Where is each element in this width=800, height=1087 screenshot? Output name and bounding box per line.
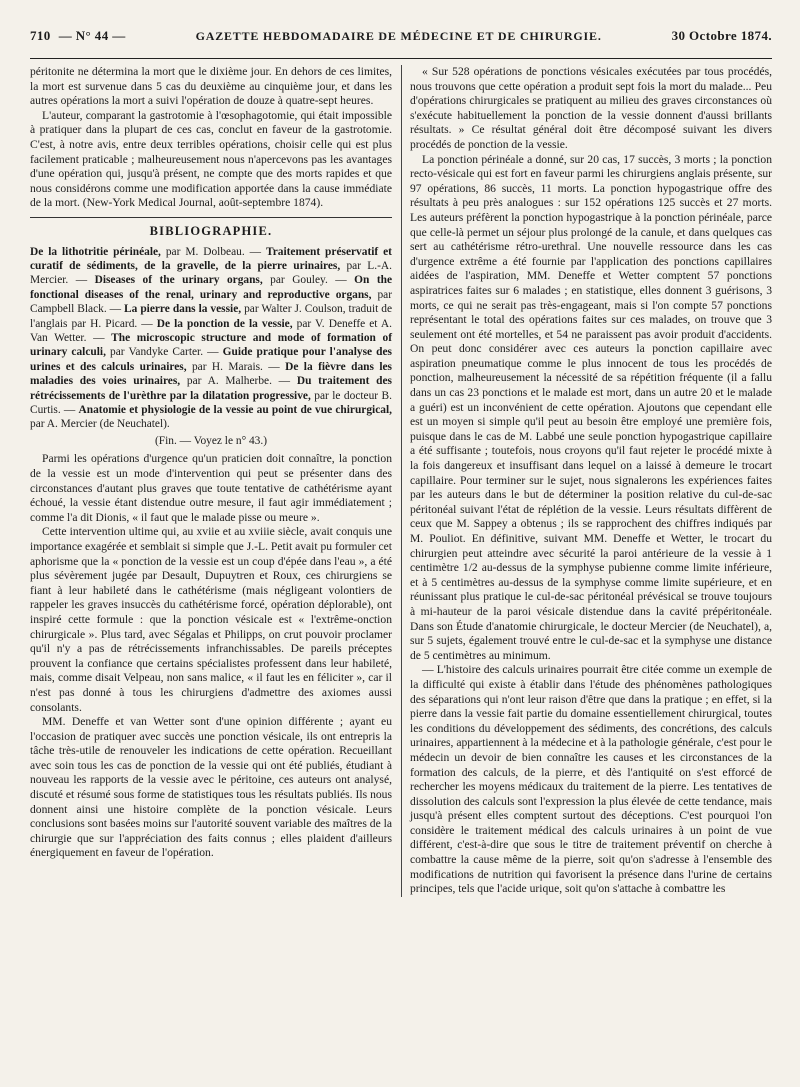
biblio-author-11: par A. Mercier (de Neuchatel). [30, 418, 170, 431]
left-paragraph-1: péritonite ne détermina la mort que le dixième jour. En dehors de ces limites, la mort est survenue dans 5 cas du deuxième au cinquième jour, et dans les autres opérations la mort a suivi l'opération de douze à quatre-sept heures. [30, 65, 392, 108]
header-rule [30, 58, 772, 59]
bibliography-list [30, 245, 392, 432]
left-paragraph-3: Parmi les opérations d'urgence qu'un praticien doit connaître, la ponction de la vessie est un mode d'intervention qui peut se présenter dans des circonstances d'autant plus graves que toute tentative de cathétérisme ayant échoué, la vessie étant distendue outre mesure, il faut agir immédiatement ; comme l'a dit Dionis, « il faut que le malade pisse ou meure ». [30, 452, 392, 524]
running-head-left [30, 28, 126, 44]
biblio-title-7: The microscopic structure and mode of formation of urinary calculi, [30, 331, 392, 359]
biblio-author-4: par Campbell Black. — [30, 288, 392, 316]
biblio-author-3: par Gouley. — [262, 274, 355, 287]
biblio-author-1: par M. Dolbeau. — [160, 245, 266, 258]
biblio-author-9: par A. Malherbe. — [180, 375, 297, 388]
continuation-note: (Fin. — Voyez le n° 43.) [154, 434, 268, 447]
right-paragraph-1: « Sur 528 opérations de ponctions vésicales exécutées par tous procédés, nous trouvons que cette opération a produit sept fois la mort du malade... Peu d'opérations chirurgicales se pratiquent au milieu des graves circonstances où s'exécute habituellement la ponction de la vessie donnent d'aussi brillants résultats. » Ce résultat général doit être décomposé suivant les divers procédés de ponction de la vessie. [410, 65, 772, 151]
issue-number: — N° 44 — [58, 28, 126, 43]
biblio-title-11: Anatomie et physiologie de la vessie au point de vue chirurgical, [78, 404, 392, 416]
biblio-author-6: par V. Deneffe et A. Van Wetter. — [30, 317, 392, 344]
right-paragraph-3: — L'histoire des calculs urinaires pourrait être citée comme un exemple de la difficulté qui existe à établir dans l'étude des phénomènes pathologiques des séparations qui n'ont leur raison d'être que dans la pratique ; en effet, si la pierre dans la vessie fait partie du domaine essentiellement chirurgical, toutes les conditions du développement des sédiments, des concrétions, des calculs urinaires, appartiennent à la médecine et à la pathologie générale, c'est pour le médecin un devoir de bien connaître les causes et les circonstances de la formation des calculs, de la pierre, et dès l'antiquité on s'est efforcé de rechercher les moyens médicaux du traitement de la pierre. Les tentatives de dissolution des calculs sont l'expression la plus élevée de cette tendance, mais jusqu'à présent elles comptent surtout des déceptions. C'est pourquoi l'on considère le traitement médical des calculs urinaires à un point de vue différent, c'est-à-dire que sous le titre de traitement préventif on cherche à combattre la cause même de la pierre, soit qu'on s'adresse à l'ensemble des modifications de nutrition qui favorisent la présence dans l'urine de certains principes, tels que l'acide urique, soit qu'on s'attache à combattre les [410, 663, 772, 896]
biblio-title-5: La pierre dans la vessie, [124, 303, 242, 316]
biblio-title-8: Guide pratique pour l'analyse des urines et des calculs urinaires, [30, 346, 392, 373]
issue-date: 30 Octobre 1874. [671, 28, 772, 43]
biblio-title-10: Du traitement des rétrécissements de l'urèthre par la dilatation progressive, [30, 375, 392, 402]
biblio-title-4: On the fonctional diseases of the renal, urinary and reproductive organs, [30, 274, 392, 301]
left-column [30, 65, 392, 897]
bibliography-title: BIBLIOGRAPHIE. [149, 223, 273, 238]
biblio-title-6: De la ponction de la vessie, [156, 317, 293, 330]
columns [30, 65, 772, 897]
biblio-title-1: De la lithotritie périnéale, [30, 245, 161, 258]
biblio-author-7: par Vandyke Carter. — [105, 346, 223, 359]
left-paragraph-4: Cette intervention ultime qui, au xviie et au xviiie siècle, avait conquis une importance exagérée et semblait si simple que J.-L. Petit avait pu formuler cet aphorisme que la « ponction de la vessie est un coup d'épée dans l'eau », a été plus sévèrement jugée par Desault, Dupuytren et Roux, ces chirurgiens se fiant à leur habileté dans le cathétérisme (mais négligeant volontiers de rappeler les graves insuccès du cathétérisme forcé, opération déplorable), ont inspiré cette formule : que la ponction vésicale est « l'extrême-onction chirurgicale ». Plus tard, avec Ségalas et Philipps, on crut pouvoir proclamer qu'il n'y a pas de rétrécissements infranchissables. De pareils préceptes prouvent la confiance que certains spécialistes professent dans leur habileté, mais, comme disait Velpeau, non sans malice, « il faut les en féliciter », car il n'est pas donné à tous les chirurgiens d'admettre des axiomes aussi consolants. [30, 525, 392, 714]
right-column [410, 65, 772, 897]
biblio-author-5: par Walter J. Coulson, traduit de l'anglais par H. Picard. — [30, 303, 393, 330]
biblio-author-10: par le docteur B. Curtis. — [30, 389, 392, 416]
left-paragraph-2: L'auteur, comparant la gastrotomie à l'œsophagotomie, qui était impossible à pratiquer dans la plupart de ces cas, conclut en faveur de la gastrotomie. C'est, à notre avis, entre deux terribles opérations, choisir celle qui est plus facilement praticable ; malheureusement nous n'apercevons pas les avantages d'une opération qui, jusqu'à présent, ne compte que des morts rapides et que nous considérons comme une modification apportée dans la cause immédiate de la mort. (New-York Medical Journal, août-septembre 1874). [30, 108, 392, 210]
running-head [30, 28, 772, 54]
biblio-author-8: par H. Marais. — [186, 360, 286, 373]
right-paragraph-2: La ponction périnéale a donné, sur 20 cas, 17 succès, 3 morts ; la ponction recto-vésicale qui est fort en faveur parmi les chirurgiens anglais présente, sur 97 opérations, 86 succès, 11 morts. La ponction hypogastrique offre des résultats à peu près analogues : sur 152 opérations 125 succès et 27 morts. Les auteurs préfèrent la ponction hypogastrique à la ponction périnéale, parce que celle-là permet un séjour plus prolongé de la canule, et dans quelques cas sert au cathétérisme rétro-urethral. Une nouvelle ressource dans les cas d'urgence extrême a été fournie par l'application des ponctions capillaires aidées de l'aspiration, MM. Deneffe et Wetter comptent 57 ponctions aspiratrices faites sur 6 malades ; en statistique, elles donnent 3 guérisons, 3 morts, ce qui ne serait pas très-engageant, mais si l'on compte 57 ponctions représentant le total des opérations faites sur ces malades, on trouve que 3 seulement ont été mortelles, et 54 ne paraissent pas avoir produit d'accidents. On peut donc considérer avec ces auteurs la ponction capillaire avec aspiration pneumatique comme le plus innocent de tous les procédés de ponction, malheureusement la nécessité de sa répétition fréquente (il a fallu dans un cas 23 ponctions et le malade est mort, dans un autre 20 et le malade a guéri) est un inconvénient de cette opération. Ajoutons que cependant elle est un moyen si simple qu'il peut au besoin être employé une première fois, puisque dans le cas de M. Labbé une seule ponction hypogastrique capillaire a été suffisante ; toutefois, nous croyons qu'il faut rejeter le procédé mixte à la fois dangereux et insuffisant dans lequel on a laissé à demeure le trocart capillaire. Pour terminer sur le sujet, nous signalerons les expériences faites par les auteurs dans le but de déterminer la position relative du cul-de-sac péritonéal suivant l'état de réplétion de la vessie. Leurs résultats diffèrent de ceux que M. Sappey a obtenus ; ils se rapprochent des chiffres indiqués par M. Pouliot. En définitive, suivant MM. Deneffe et Wetter, le trocart du chirurgien peut atteindre avec sécurité la paroi antérieure de la vessie à 1 centimètre 1/2 au-dessus de la symphyse pubienne comme limite inférieure, et à 5 centimètres au-dessus de la symphyse comme limite supérieure, et en réunissant plus pratique le cul-de-sac péritonéal prévésical se trouve toujours à mi-hauteur de la paroi vésicale distendue dans la cavité prépéritonéale. Dans son Étude d'anatomie chirurgicale, le docteur Mercier (de Neuchatel), a, sur 5 sujets, également trouvé entre le cul-de-sac et la symphyse une distance de 5 centimètres au minimum. [410, 152, 772, 662]
left-paragraph-5: MM. Deneffe et van Wetter sont d'une opinion différente ; ayant eu l'occasion de pratiquer avec succès une ponction vésicale, ils ont entrepris la tâche très-utile de renouveler les indications de cette opération. Recueillant avec soin tous les cas de ponction de la vessie qui ont été publiés, étudiant à nouveau les rapports de la vessie avec le péritoine, ces auteurs ont analysé, discuté et résumé sous forme de statistiques tous les résultats publiés. Ils nous donnent ainsi une histoire complète de la ponction vésicale. Leurs conclusions sont basées moins sur l'autorité souvent variable des maîtres de la chirurgie que sur l'appréciation des faits connus ; elles plaident d'ailleurs énergiquement en faveur de l'opération. [30, 715, 392, 860]
journal-title: GAZETTE HEBDOMADAIRE DE MÉDECINE ET DE CHIRURGIE. [195, 29, 602, 43]
biblio-author-2: par L.-A. Mercier. — [30, 259, 392, 287]
biblio-title-3: Diseases of the urinary organs, [94, 274, 263, 287]
column-divider [401, 65, 402, 897]
biblio-title-9: De la fièvre dans les maladies des voies urinaires, [30, 360, 392, 388]
page-number: 710 [30, 28, 51, 43]
section-rule [30, 217, 392, 218]
biblio-title-2: Traitement préservatif et curatif de sédiments, de la gravelle, de la pierre urinaires, [30, 245, 392, 272]
